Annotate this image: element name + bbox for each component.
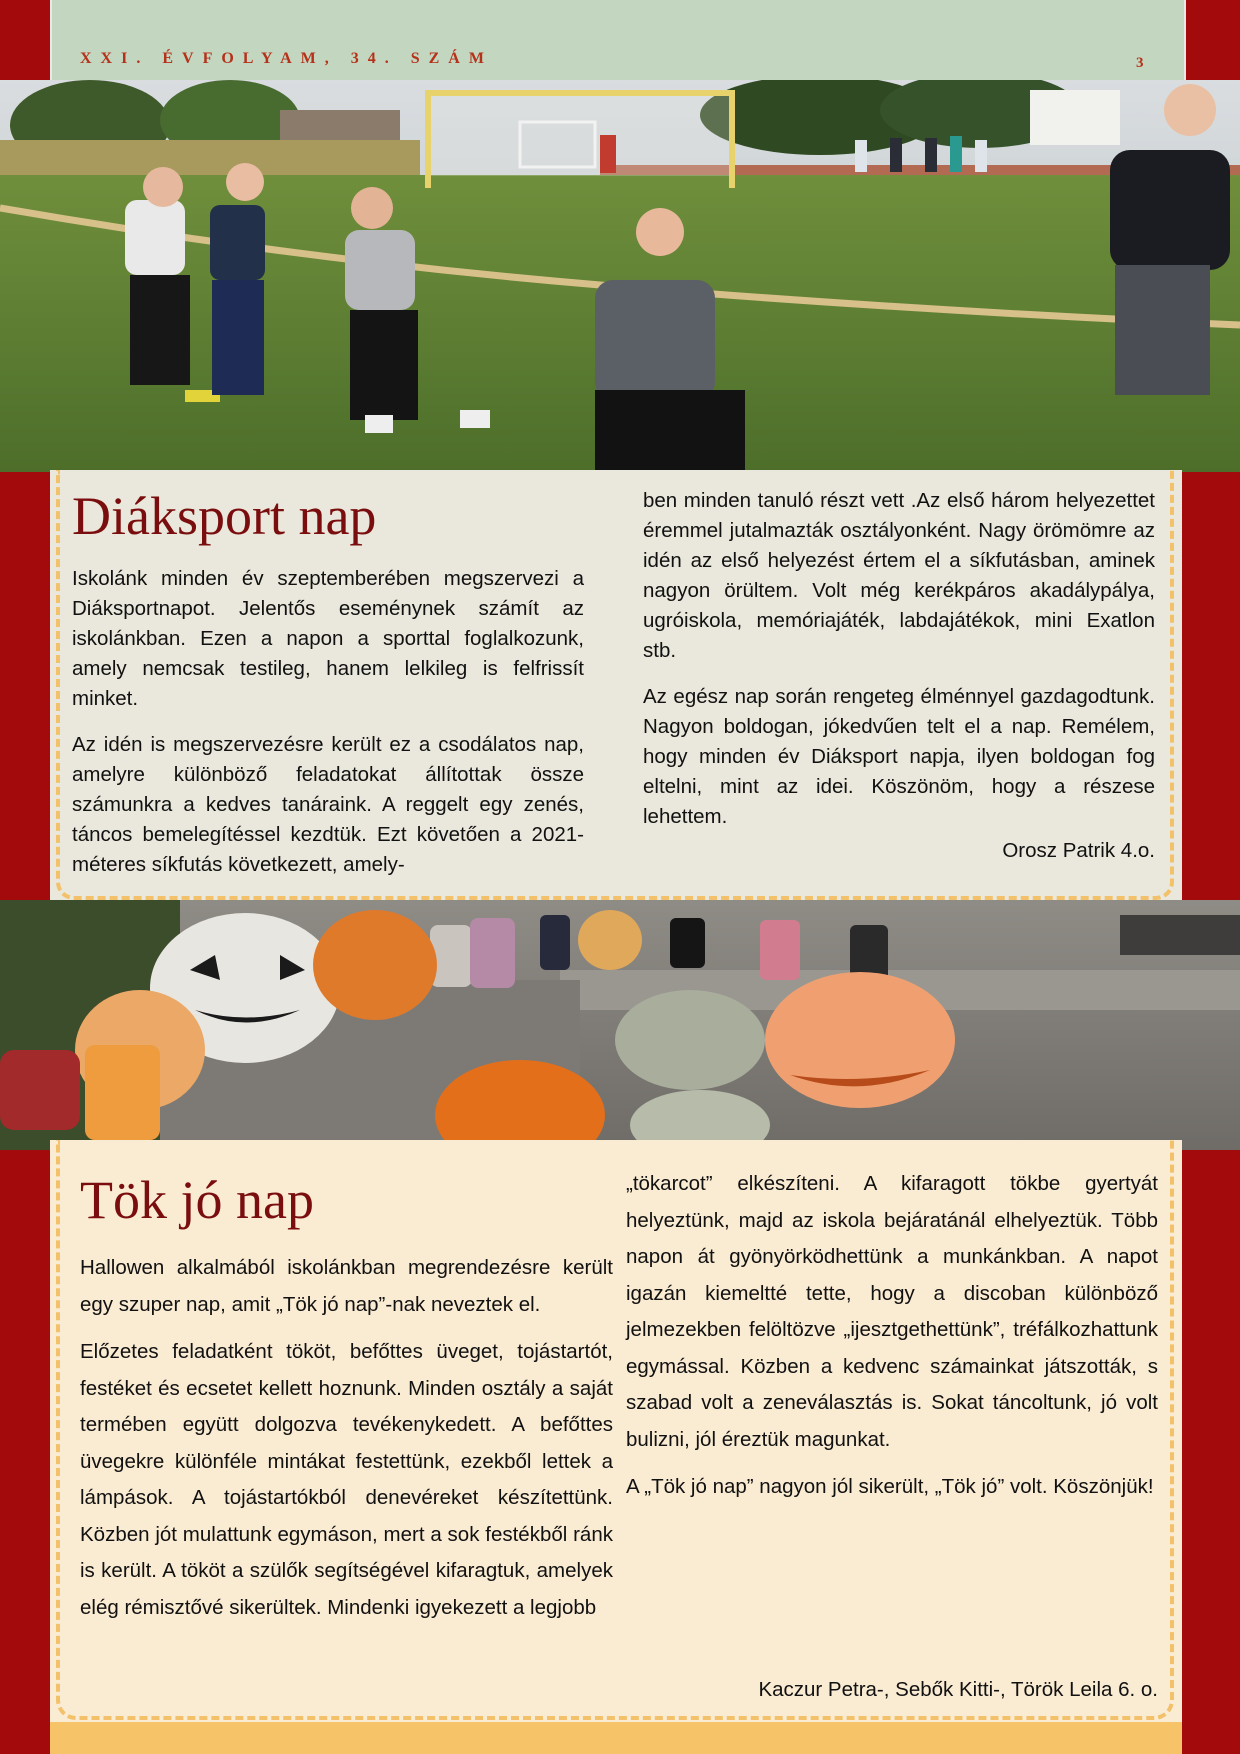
issue-label: XXI. ÉVFOLYAM, 34. SZÁM xyxy=(80,50,493,67)
article2-paragraph: „tökarcot” elkészíteni. A kifaragott tökbe gyertyát helyeztünk, majd az iskola bejáratánál elhelyeztük. Több napon át gyönyörködhettünk a munkánkban. A napot igazán kiemeltté tette, hogy a discoban különböző jelmezekben felöltözve „ijesztgethettünk”, tréfálkozhattunk egymással. Közben a kedvenc számainkat játszották, s szabad volt a zeneválasztás is. Sokat táncoltunk, jó volt bulizni, jól éreztük magunkat. xyxy=(626,1172,1158,1451)
pumpkins-photo xyxy=(0,900,1240,1150)
article1-column-left xyxy=(72,564,584,896)
article2-paragraph: Előzetes feladatként tököt, befőttes üveget, tojástartót, festéket és ecsetet kellett hoznunk. Minden osztály a saját termében együtt dolgozva tevékenykedett. A befőttes üvegekre különféle mintákat festettünk, ezekből lettek a lámpások. A tojástartókból denevéreket készítettünk. Közben jót mulattunk egymáson, mert a sok festékből ránk is került. A tököt a szülők segítségével kifaragtuk, amelyek elég rémisztővé sikerültek. Mindenki igyekezett a legjobb xyxy=(80,1340,613,1619)
bottom-band xyxy=(50,1722,1182,1754)
article-title-tok-jo-nap: Tök jó nap xyxy=(80,1170,314,1230)
article1-paragraph: Iskolánk minden év szeptemberében megszervezi a Diáksportnapot. Jelentős eseménynek számít az iskolánkban. Ezen a napon a sporttal foglalkozunk, amely nemcsak testileg, hanem lelkileg is felfrissít minket. xyxy=(72,567,584,710)
article2-paragraph: A „Tök jó nap” nagyon jól sikerült, „Tök jó” volt. Köszönjük! xyxy=(626,1475,1154,1498)
article1-paragraph: ben minden tanuló részt vett .Az első három helyezettet éremmel jutalmazták osztályonként. Nagy örömömre az idén az első helyezést értem el a síkfutásban, aminek nagyon örültem. Volt még kerékpáros akadálypálya, ugróiskola, memóriajáték, labdajátékok, mini Exatlon stb. xyxy=(643,489,1155,662)
article-title-diaksport: Diáksport nap xyxy=(72,486,377,546)
article2-column-right xyxy=(626,1166,1158,1517)
article2-paragraph: Hallowen alkalmából iskolánkban megrendezésre került egy szuper nap, amit „Tök jó nap”-nak neveztek el. xyxy=(80,1256,613,1316)
article1-column-right xyxy=(643,486,1155,866)
article1-author: Orosz Patrik 4.o. xyxy=(1002,839,1155,862)
tug-of-war-photo xyxy=(0,80,1240,472)
article2-author: Kaczur Petra-, Sebők Kitti-, Török Leila 6. o. xyxy=(758,1678,1158,1701)
page-header xyxy=(50,0,1186,80)
article2-column-left xyxy=(80,1250,613,1637)
article1-paragraph: Az egész nap során rengeteg élménnyel gazdagodtunk. Nagyon boldogan, jókedvűen telt el a nap. Remélem, hogy minden év Diáksport napja, ilyen boldogan fog eltelni, mint az idei. Köszönöm, hogy a részese lehettem. xyxy=(643,685,1155,828)
article1-paragraph: Az idén is megszervezésre került ez a csodálatos nap, amelyre különböző feladatokat állítottak össze számunkra a kedves tanáraink. A reggelt egy zenés, táncos bemelegítéssel kezdtük. Ezt követően a 2021- méteres síkfutás következett, amely- xyxy=(72,733,584,876)
page-number: 3 xyxy=(1136,55,1144,71)
